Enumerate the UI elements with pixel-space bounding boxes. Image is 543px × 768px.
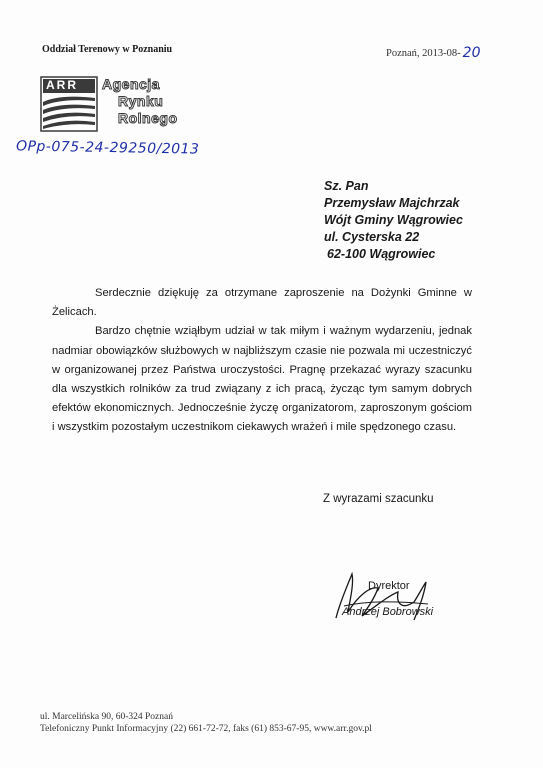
logo-name-line2: Rynku [118,93,164,109]
body-paragraph-1: Serdecznie dziękuję za otrzymane zaproszenie na Dożynki Gminne w Żelicach. [52,287,472,319]
reference-number: OPp-075-24-29250/2013 [15,138,200,158]
footer-contact: Telefoniczny Punkt Informacyjny (22) 661-72-72, faks (61) 853-67-95, www.arr.gov.pl [40,724,372,734]
letter-body [52,284,472,438]
signature-name: Andrzej Bobrowski [342,606,434,618]
letter-footer [40,711,372,735]
logo-name-line3: Rolnego [118,110,178,126]
recipient-city: 62-100 Wągrowiec [327,247,436,261]
closing-text: Z wyrazami szacunku [323,493,434,505]
recipient-salutation: Sz. Pan [324,179,369,193]
date-handwritten-day: 20 [462,45,481,61]
recipient-name: Przemysław Majchrzak [324,196,460,210]
date-line [386,44,480,60]
recipient-street: ul. Cysterska 22 [324,230,420,244]
recipient-position: Wójt Gminy Wągrowiec [324,213,463,227]
date-printed: Poznań, 2013-08- [386,48,461,59]
recipient-address [324,178,463,263]
footer-address: ul. Marcelińska 90, 60-324 Poznań [40,712,173,722]
logo-abbr: ARR [46,78,78,92]
logo-name-line1: Agencja [102,76,160,92]
signature-title: Dyrektor [368,580,410,592]
signature-block [318,566,448,626]
arr-logo [40,76,190,132]
branch-name: Oddział Terenowy w Poznaniu [42,44,173,55]
body-paragraph-2: Bardzo chętnie wziąłbym udział w tak miłym i ważnym wydarzeniu, jednak nadmiar obowiązków służbowych w najbliższym czasie nie pozwala mi uczestniczyć w organizowanej przez Państwa uroczystości. Pragnę przekazać wyrazy szacunku dla wszystkich rolników za trud związany z ich pracą, życząc tym samym dobrych efektów ekonomicznych. Jednocześnie życzę organizatorom, zaproszonym gościom i wszystkim pozostałym uczestnikom ciekawych wrażeń i mile spędzonego czasu. [52,325,472,434]
